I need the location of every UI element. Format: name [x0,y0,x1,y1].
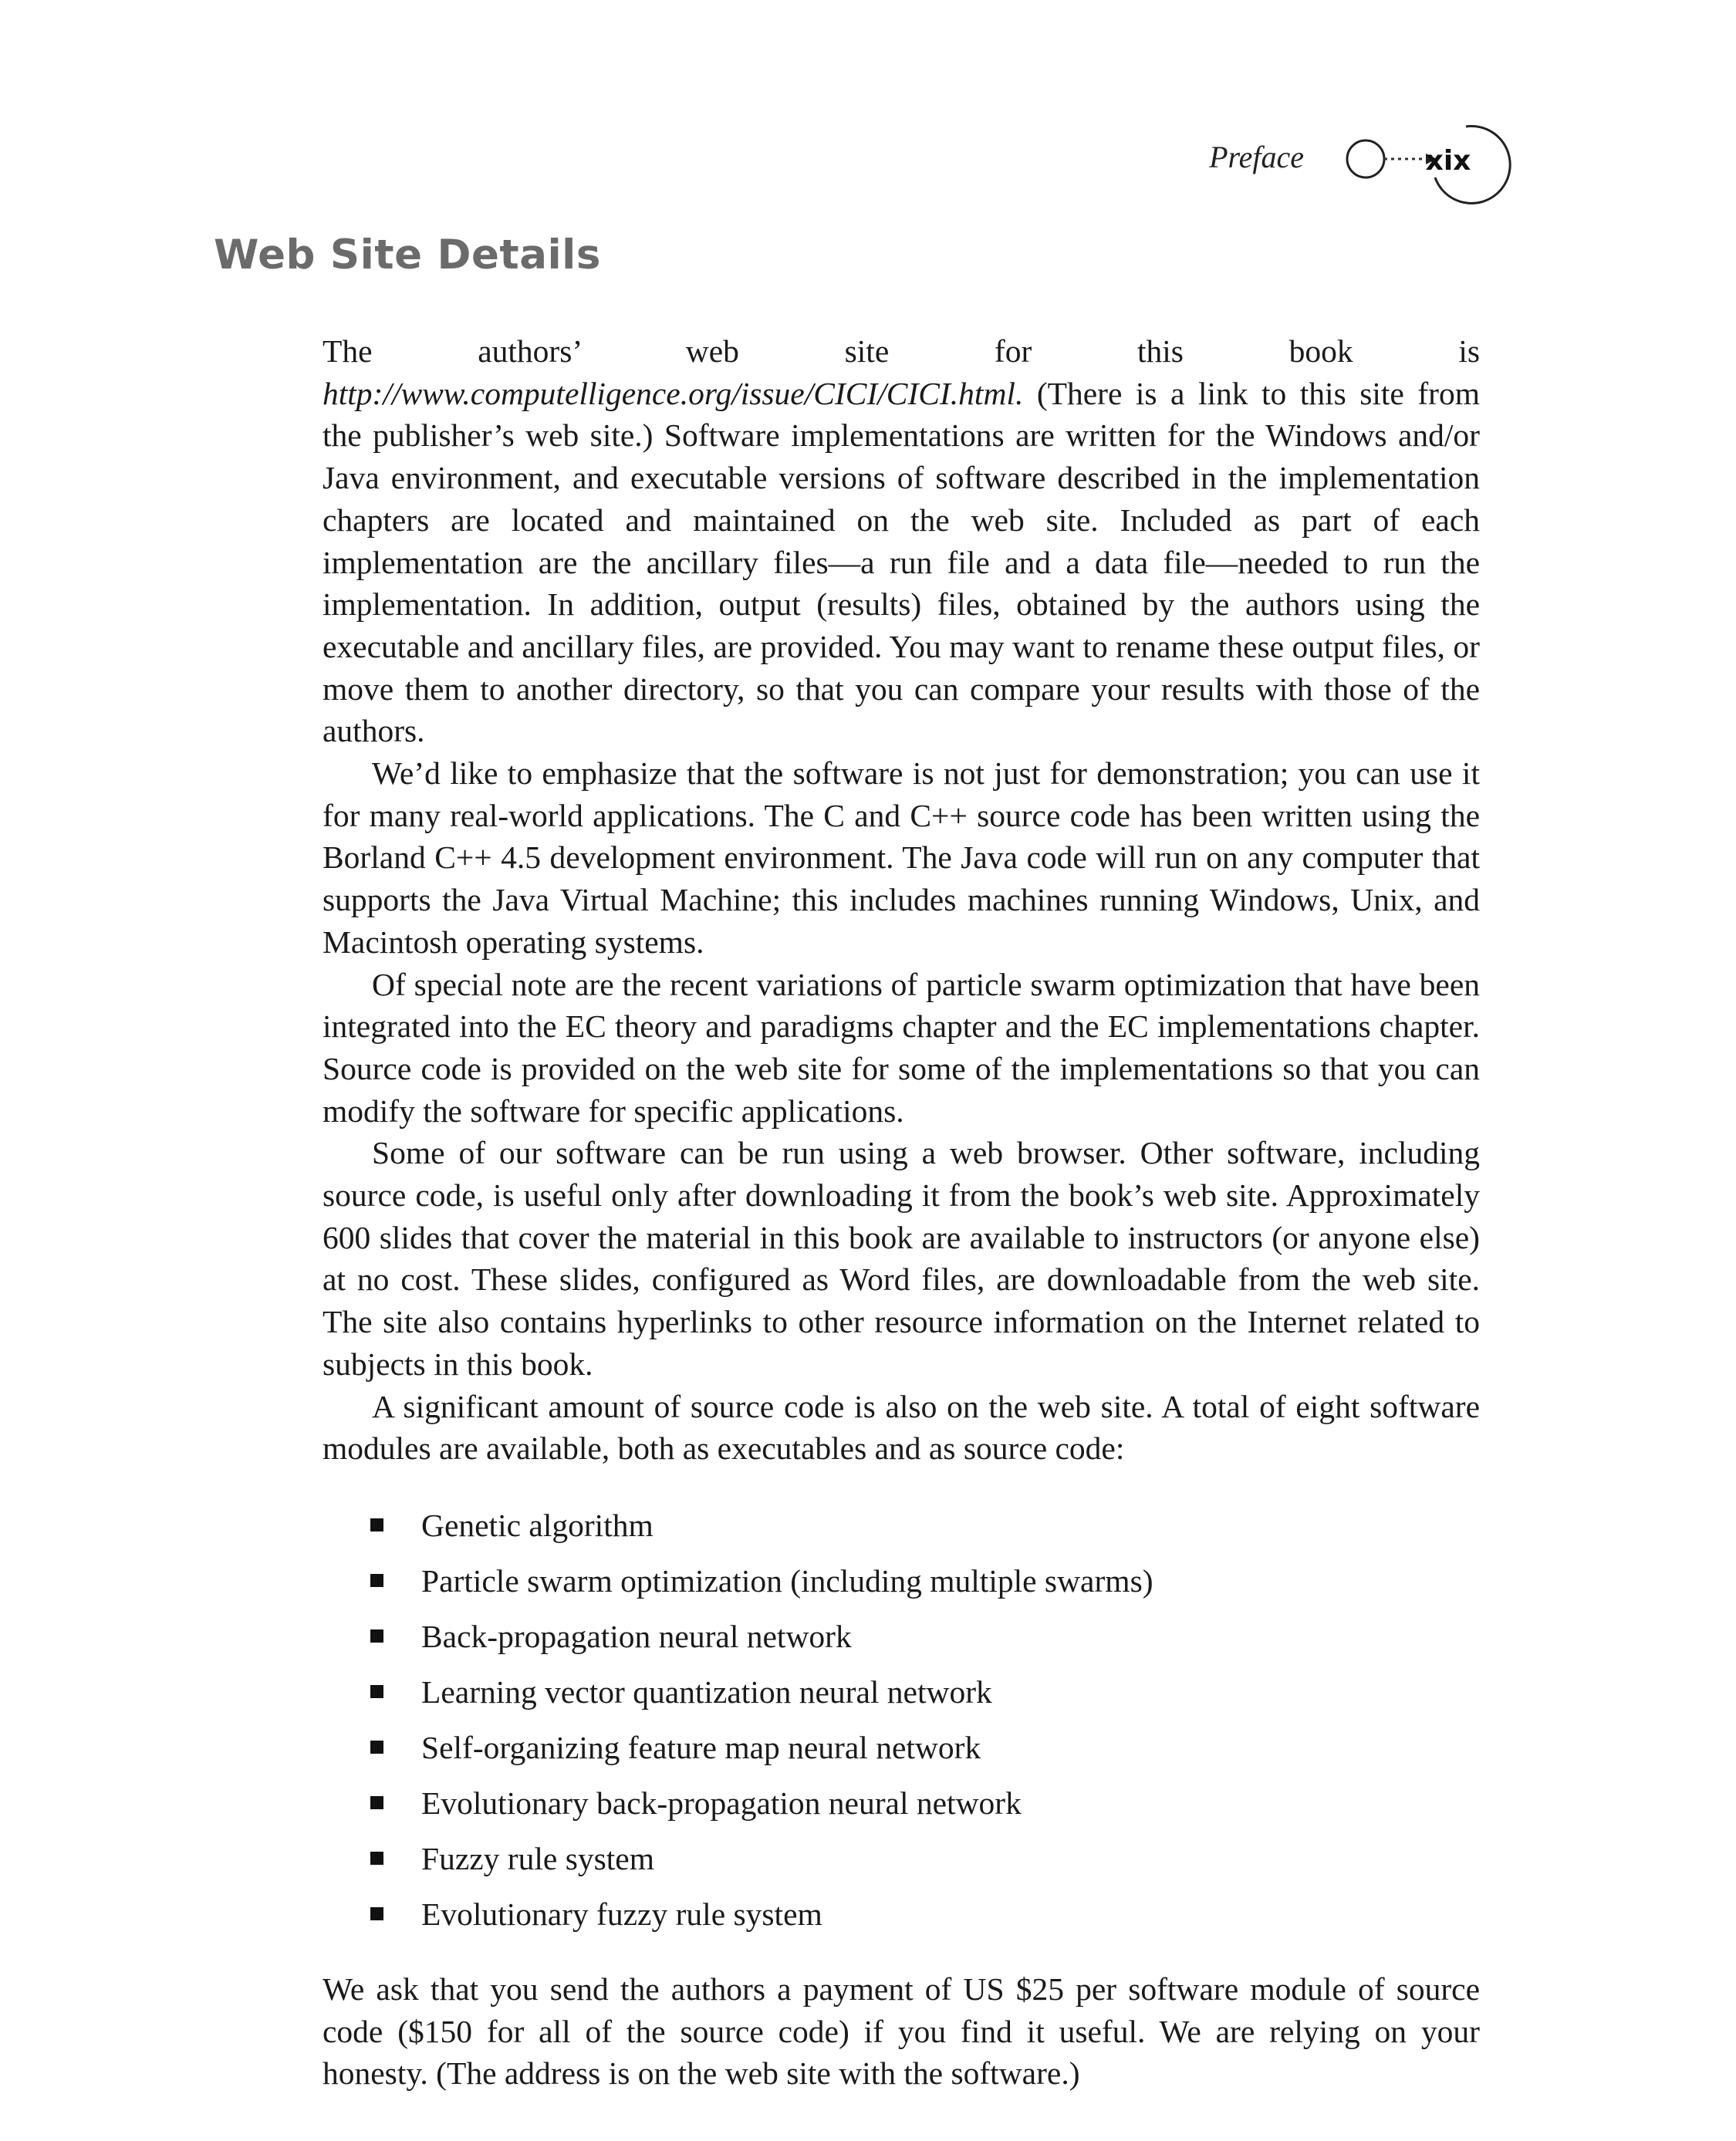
bullet-icon [370,1629,383,1643]
bullet-icon [370,1796,383,1809]
paragraph-web-site [323,330,1480,752]
list-item: Particle swarm optimization (including multiple swarms) [421,1553,1480,1609]
paragraph-web-browser: Some of our software can be run using a web browser. Other software, including source code, is useful only after downloading it from the book’s web site. Approximately 600 slides that cover the material in this book are available to instructors (or anyone else) at no cost. These slides, configured as Word files, are downloadable from the web site. The site also contains hyperlinks to other resource information on the Internet related to subjects in this book. [323,1135,1480,1382]
bullet-icon [370,1852,383,1865]
list-item: Self-organizing feature map neural network [421,1720,1480,1775]
list-item: Fuzzy rule system [421,1831,1480,1886]
software-module-list [323,1498,1480,1942]
web-site-url: http://www.computelligence.org/issue/CICI/CICI.html. [323,375,1024,411]
paragraph-real-world: We’d like to emphasize that the software is not just for demonstration; you can use it for many real-world applications. The C and C++ source code has been written using the Borland C++ 4.5 development environment. The Java code will run on any computer that supports the Java Virtual Machine; this includes machines running Windows, Unix, and Macintosh operating systems. [323,755,1480,960]
bullet-icon [370,1574,383,1587]
paragraph-source-code: A significant amount of source code is also on the web site. A total of eight software modules are available, both as executables and as source code: [323,1388,1480,1467]
body-text [323,330,1480,2095]
page-number: xix [1425,145,1471,177]
list-item: Genetic algorithm [421,1498,1480,1553]
list-item: Learning vector quantization neural network [421,1664,1480,1720]
running-head [1080,122,1512,207]
paragraph-web-site-rest: (There is a link to this site from the publisher’s web site.) Software implementations are written for the Windows and/or Java environment, and executable versions of software described in the implementation chapters are located and maintained on the web site. Included as part of each implementation are the ancillary files—a run file and a data file—needed to run the implementation. In addition, output (results) files, obtained by the authors using the executable and ancillary files, are provided. You may want to rename these output files, or move them to another directory, so that you can compare your results with those of the authors. [323,375,1480,749]
bullet-icon [370,1685,383,1698]
section-heading: Web Site Details [214,231,601,279]
bullet-icon [370,1741,383,1754]
paragraph-pso-variations: Of special note are the recent variations of particle swarm optimization that have been integrated into the EC theory and paradigms chapter and the EC implementations chapter. Source code is provided on the web site for some of the implementations so that you can modify the software for specific applications. [323,966,1480,1129]
list-item: Evolutionary fuzzy rule system [421,1886,1480,1942]
paragraph-payment: We ask that you send the authors a payment of US $25 per software module of source code ($150 for all of the source code) if you find it useful. We are relying on your honesty. (The address is on the web site with the software.) [323,1970,1480,2092]
bullet-icon [370,1907,383,1920]
running-head-section: Preface [1209,140,1304,174]
paragraph-web-site-intro: The authors’ web site for this book is [323,333,1480,369]
bullet-icon [370,1518,383,1531]
list-item: Evolutionary back-propagation neural network [421,1775,1480,1831]
list-item: Back-propagation neural network [421,1609,1480,1664]
